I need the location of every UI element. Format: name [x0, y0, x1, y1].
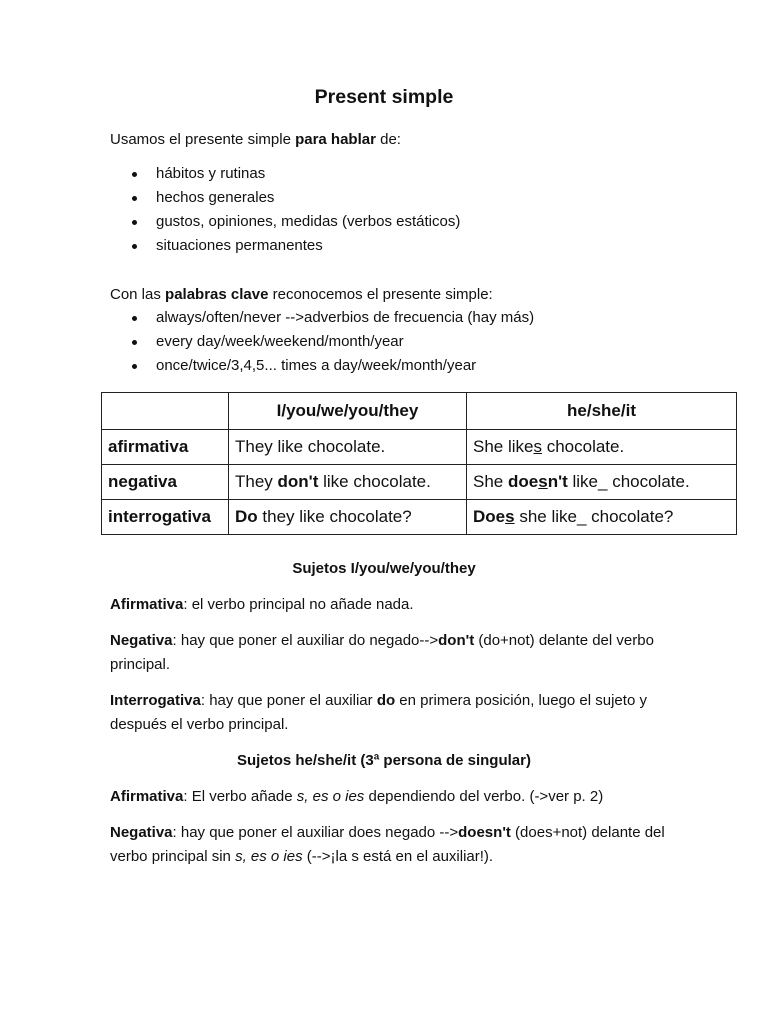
negative-bold: doesn't: [458, 824, 511, 841]
table-cell: They like chocolate.: [229, 430, 467, 465]
interrogative-text: : hay que poner el auxiliar: [200, 692, 377, 709]
table-header-cell: [102, 393, 229, 430]
list-item: hechos generales: [110, 186, 460, 210]
interrogative-bold: do: [376, 692, 396, 709]
negative-bold: don't: [438, 632, 475, 649]
table-row: [102, 465, 737, 500]
negative-text-mid: (does+not) delante del verbo principal sin: [110, 824, 665, 865]
section2-heading-text: Sujetos he/she/it (3ª persona de singular): [237, 752, 531, 769]
section2-negative: [110, 821, 670, 868]
table-header-row: [102, 393, 737, 430]
cell-bold: Do: [235, 507, 258, 526]
cell-bold-underlined: s: [538, 472, 548, 491]
list-item: hábitos y rutinas: [110, 162, 460, 186]
table-cell: [467, 500, 737, 535]
cell-text: She like: [473, 437, 534, 456]
section2-heading: [0, 749, 768, 773]
table-cell: [467, 430, 737, 465]
affirmative-text-end: dependiendo del verbo. (->ver p. 2): [364, 788, 604, 805]
keywords-list: [110, 306, 534, 378]
section1-interrogative: [110, 689, 670, 736]
negative-text: : hay que poner el auxiliar do negado-->: [172, 632, 439, 649]
table-row: [102, 430, 737, 465]
cell-text-end: like chocolate.: [318, 472, 431, 491]
list-item: once/twice/3,4,5... times a day/week/month/year: [110, 354, 534, 378]
keywords-intro-text-end: reconocemos el presente simple:: [268, 286, 493, 303]
conjugation-table: [101, 392, 737, 535]
list-item: situaciones permanentes: [110, 234, 460, 258]
interrogative-text-end: en primera posición, luego el sujeto y después el verbo principal.: [110, 692, 647, 733]
section1-negative: [110, 629, 670, 676]
row-label: interrogativa: [102, 500, 229, 535]
negative-label: Negativa: [110, 824, 173, 841]
negative-text-end: (do+not) delante del verbo principal.: [110, 632, 654, 673]
page-title: Present simple: [314, 86, 454, 108]
cell-text: They: [235, 472, 278, 491]
negative-label: Negativa: [110, 632, 173, 649]
intro-bold: para hablar: [295, 131, 376, 148]
table-cell: [229, 465, 467, 500]
intro-paragraph: [110, 128, 670, 152]
section1-heading: [0, 557, 768, 581]
negative-text: : hay que poner el auxiliar does negado -->: [172, 824, 459, 841]
section1-heading-text: Sujetos I/you/we/you/they: [292, 560, 476, 577]
affirmative-text: : El verbo añade: [183, 788, 297, 805]
cell-underlined: s: [533, 437, 542, 456]
cell-bold: don't: [277, 472, 319, 491]
cell-text-end: like_ chocolate.: [567, 472, 690, 491]
table-cell: [229, 500, 467, 535]
row-label: negativa: [102, 465, 229, 500]
cell-text-end: she like_ chocolate?: [514, 507, 674, 526]
table-cell: [467, 465, 737, 500]
cell-text-end: they like chocolate?: [257, 507, 412, 526]
keywords-intro-text: Con las: [110, 286, 166, 303]
cell-bold: n't: [547, 472, 568, 491]
affirmative-text: : el verbo principal no añade nada.: [183, 596, 414, 613]
keywords-intro-bold: palabras clave: [165, 286, 269, 303]
list-item: gustos, opiniones, medidas (verbos estáticos): [110, 210, 460, 234]
negative-text-end: (-->¡la s está en el auxiliar!).: [302, 847, 494, 865]
cell-text: She: [473, 472, 508, 491]
affirmative-label: Afirmativa: [110, 788, 184, 805]
cell-bold-underlined: s: [505, 507, 515, 526]
negative-italic: s, es o ies: [235, 847, 303, 865]
row-label: afirmativa: [102, 430, 229, 465]
list-item: always/often/never -->adverbios de frecuencia (hay más): [110, 306, 534, 330]
table-header-cell: I/you/we/you/they: [229, 393, 467, 430]
interrogative-label: Interrogativa: [110, 692, 201, 709]
affirmative-italic: s, es o ies: [296, 788, 365, 805]
cell-text-end: chocolate.: [541, 437, 625, 456]
section1-affirmative: [110, 593, 670, 617]
table-header-cell: he/she/it: [467, 393, 737, 430]
table-row: [102, 500, 737, 535]
uses-list: [110, 162, 460, 258]
intro-text: Usamos el presente simple: [110, 131, 296, 148]
cell-bold: Doe: [473, 507, 506, 526]
cell-bold: doe: [507, 472, 539, 491]
section2-affirmative: [110, 785, 670, 809]
list-item: every day/week/weekend/month/year: [110, 330, 534, 354]
affirmative-label: Afirmativa: [110, 596, 184, 613]
keywords-intro-paragraph: [110, 283, 670, 307]
intro-text-end: de:: [375, 131, 401, 148]
